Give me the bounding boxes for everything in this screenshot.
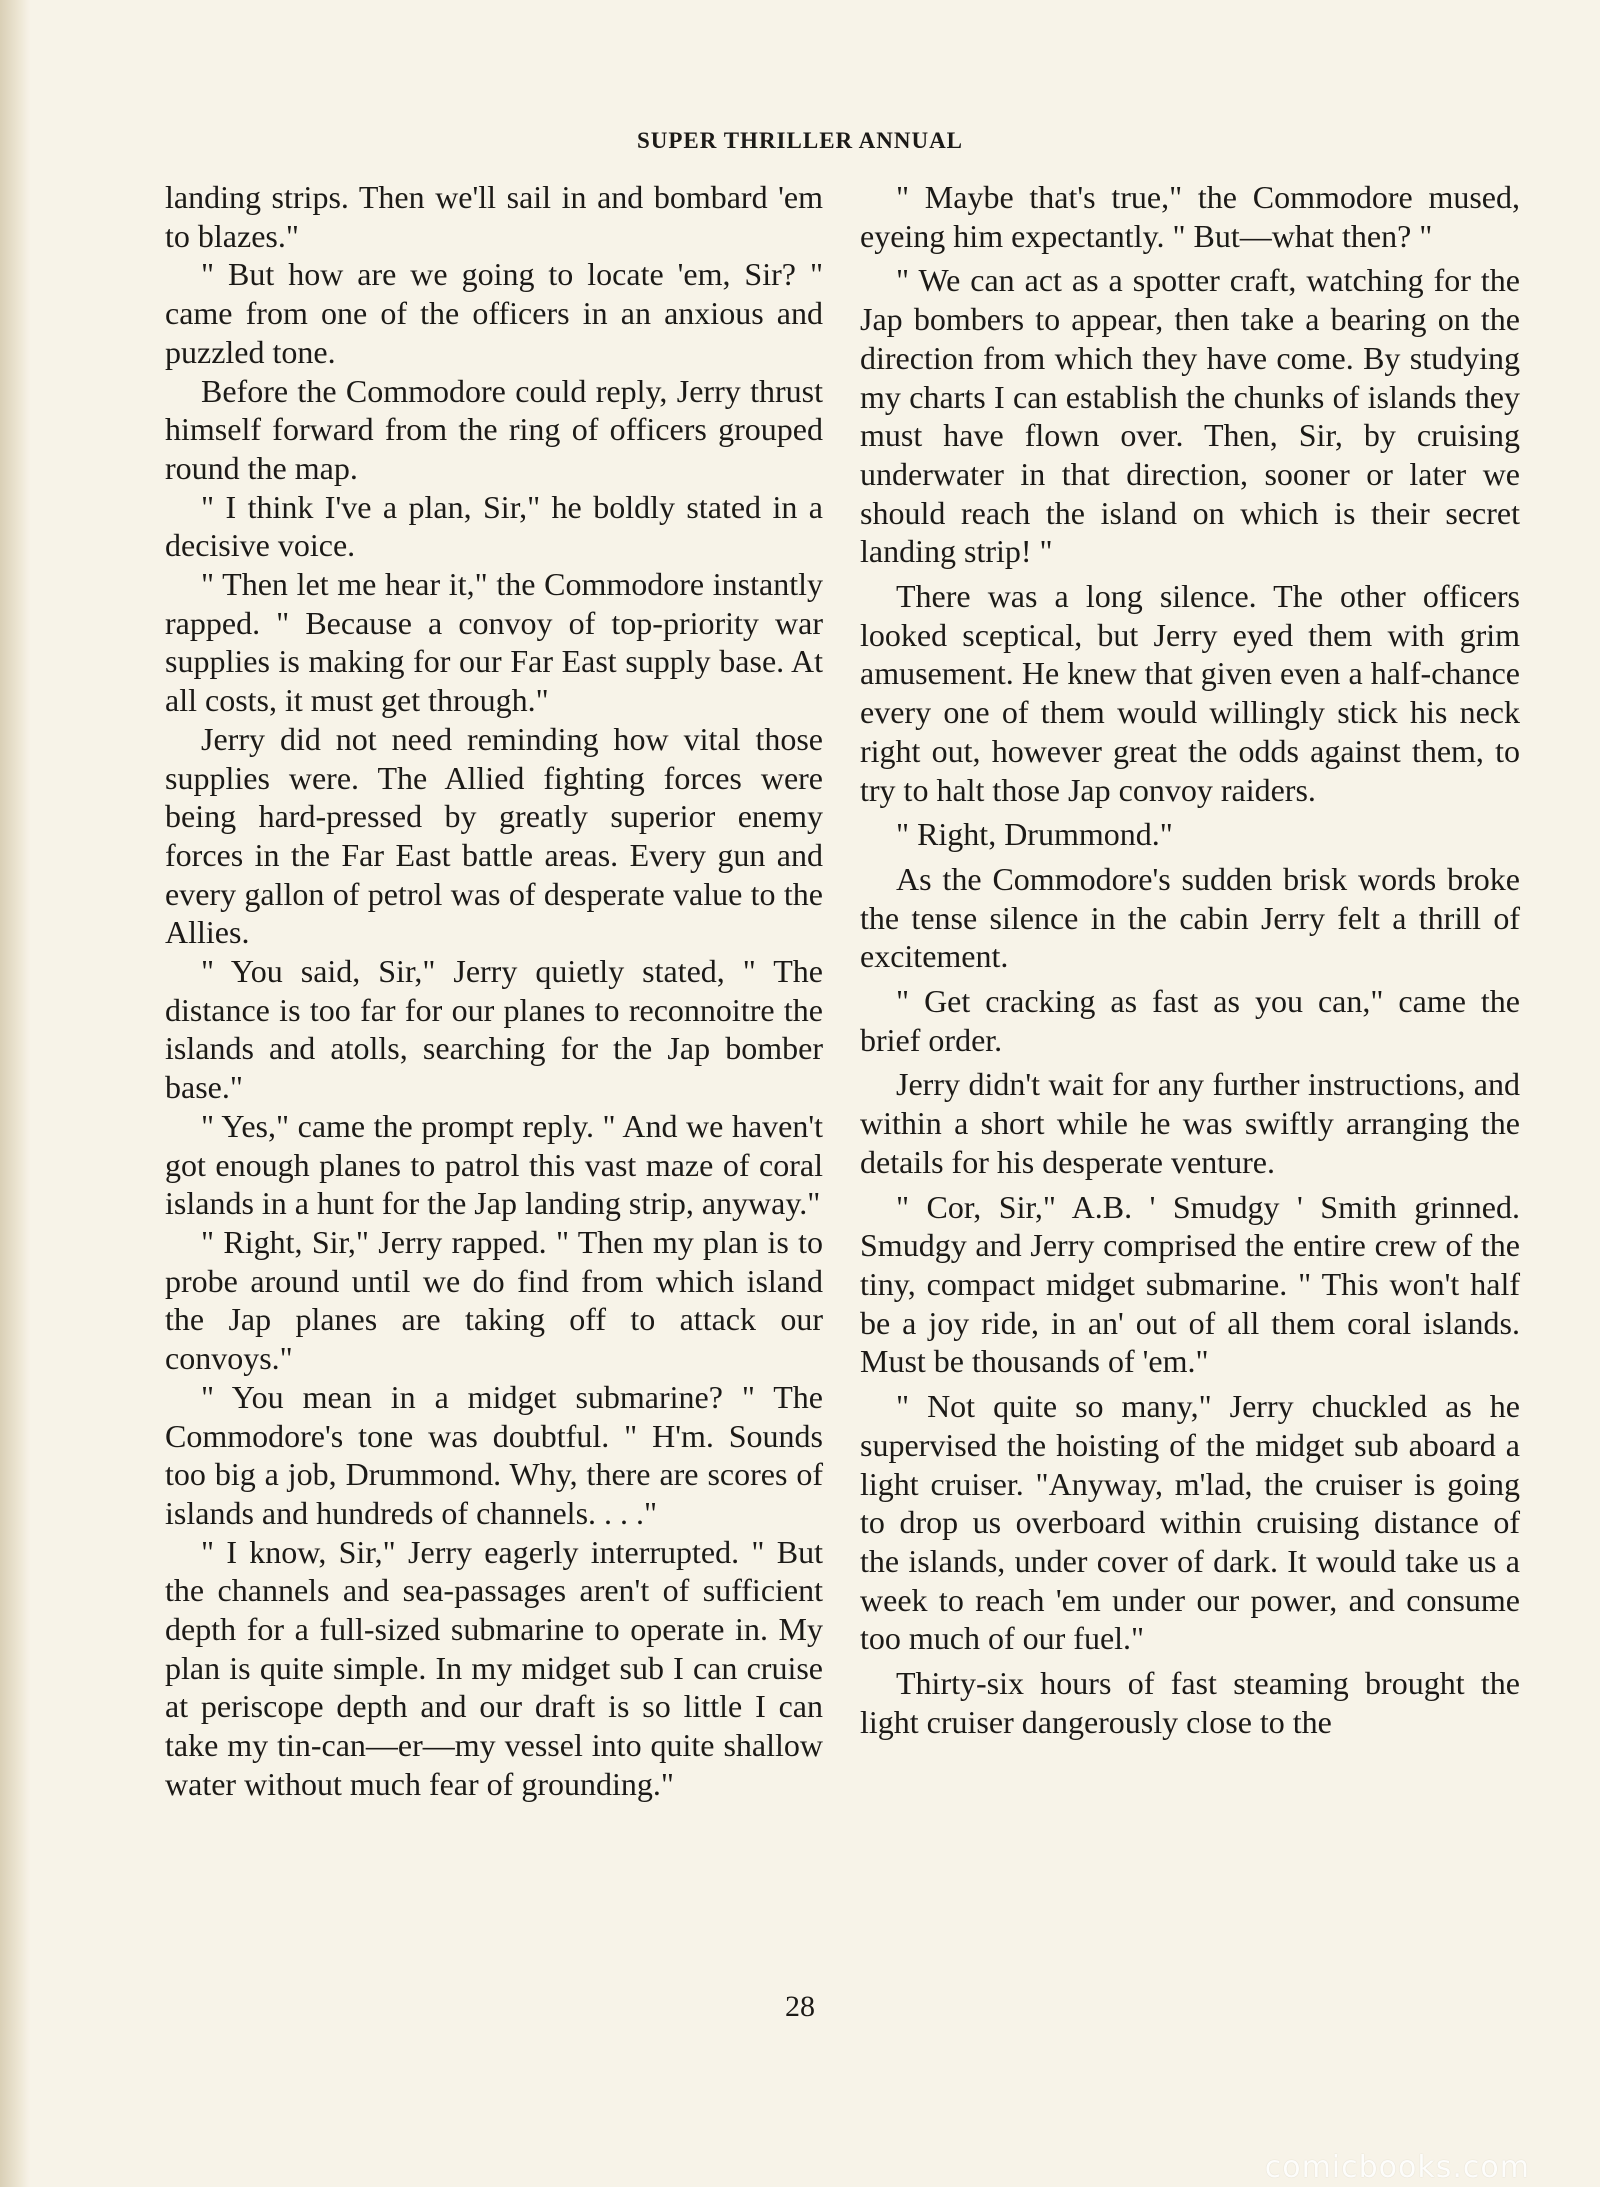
- paragraph: Jerry didn't wait for any further instructions, and within a short while he was swiftly arranging the details for his desperate venture.: [860, 1066, 1520, 1180]
- site-watermark: comicbooks.com: [1264, 2150, 1530, 2185]
- paragraph: " But how are we going to locate 'em, Sir? " came from one of the officers in an anxious and puzzled tone.: [165, 256, 823, 370]
- paragraph: As the Commodore's sudden brisk words broke the tense silence in the cabin Jerry felt a thrill of excitement.: [860, 860, 1520, 975]
- paragraph: landing strips. Then we'll sail in and bombard 'em to blazes.": [165, 179, 823, 254]
- left-text-column: [165, 178, 823, 1804]
- page-number: 28: [785, 1990, 815, 2023]
- paragraph: " Get cracking as fast as you can," came the brief order.: [860, 983, 1520, 1058]
- paragraph: " Cor, Sir," A.B. ' Smudgy ' Smith grinned. Smudgy and Jerry comprised the entire crew of the tiny, compact midget submarine. " This won't half be a joy ride, in an' out of all them coral islands. Must be thousands of 'em.": [860, 1188, 1520, 1380]
- paragraph: " Yes," came the prompt reply. " And we haven't got enough planes to patrol this vast maze of coral islands in a hunt for the Jap landing strip, anyway.": [165, 1107, 823, 1222]
- paragraph: " Then let me hear it," the Commodore instantly rapped. " Because a convoy of top-priority war supplies is making for our Far East supply base. At all costs, it must get through.": [165, 566, 823, 719]
- paragraph: " You said, Sir," Jerry quietly stated, " The distance is too far for our planes to reconnoitre the islands and atolls, searching for the Jap bomber base.": [165, 953, 823, 1106]
- paragraph: Jerry did not need reminding how vital those supplies were. The Allied fighting forces were being hard-pressed by greatly superior enemy forces in the Far East battle areas. Every gun and every gallon of petrol was of desperate value to the Allies.: [165, 720, 823, 951]
- paragraph: Before the Commodore could reply, Jerry thrust himself forward from the ring of officers grouped round the map.: [165, 372, 823, 486]
- running-title: SUPER THRILLER ANNUAL: [636, 128, 964, 153]
- paragraph: " Maybe that's true," the Commodore mused, eyeing him expectantly. " But—what then? ": [860, 179, 1520, 254]
- binding-gutter-shadow: [0, 0, 30, 2187]
- paragraph: " You mean in a midget submarine? " The Commodore's tone was doubtful. " H'm. Sounds too big a job, Drummond. Why, there are scores of islands and hundreds of channels. . . .": [165, 1378, 823, 1531]
- right-text-column: [860, 178, 1520, 1747]
- paragraph: " I know, Sir," Jerry eagerly interrupted. " But the channels and sea-passages aren't of sufficient depth for a full-sized submarine to operate in. My plan is quite simple. In my midget sub I can cruise at periscope depth and our draft is so little I can take my tin-can—er—my vessel into quite shallow water without much fear of grounding.": [165, 1533, 823, 1802]
- paragraph: " I think I've a plan, Sir," he boldly stated in a decisive voice.: [165, 488, 823, 564]
- paragraph: " Right, Drummond.": [896, 816, 1173, 853]
- paragraph: " Not quite so many," Jerry chuckled as he supervised the hoisting of the midget sub aboard a light cruiser. "Anyway, m'lad, the cruiser is going to drop us overboard within cruising distance of the islands, under cover of dark. It would take us a week to reach 'em under our power, and consume too much of our fuel.": [860, 1388, 1520, 1657]
- paragraph: " Right, Sir," Jerry rapped. " Then my plan is to probe around until we do find from which island the Jap planes are taking off to attack our convoys.": [165, 1223, 823, 1377]
- paragraph: Thirty-six hours of fast steaming brought the light cruiser dangerously close to the: [860, 1665, 1520, 1740]
- paragraph: " We can act as a spotter craft, watching for the Jap bombers to appear, then take a bearing on the direction from which they have come. By studying my charts I can establish the chunks of islands they must have flown over. Then, Sir, by cruising underwater in that direction, sooner or later we should reach the island on which is their secret landing strip! ": [860, 262, 1520, 570]
- paragraph: There was a long silence. The other officers looked sceptical, but Jerry eyed them with grim amusement. He knew that given even a half-chance every one of them would willingly stick his neck right out, however great the odds against them, to try to halt those Jap convoy raiders.: [860, 578, 1520, 808]
